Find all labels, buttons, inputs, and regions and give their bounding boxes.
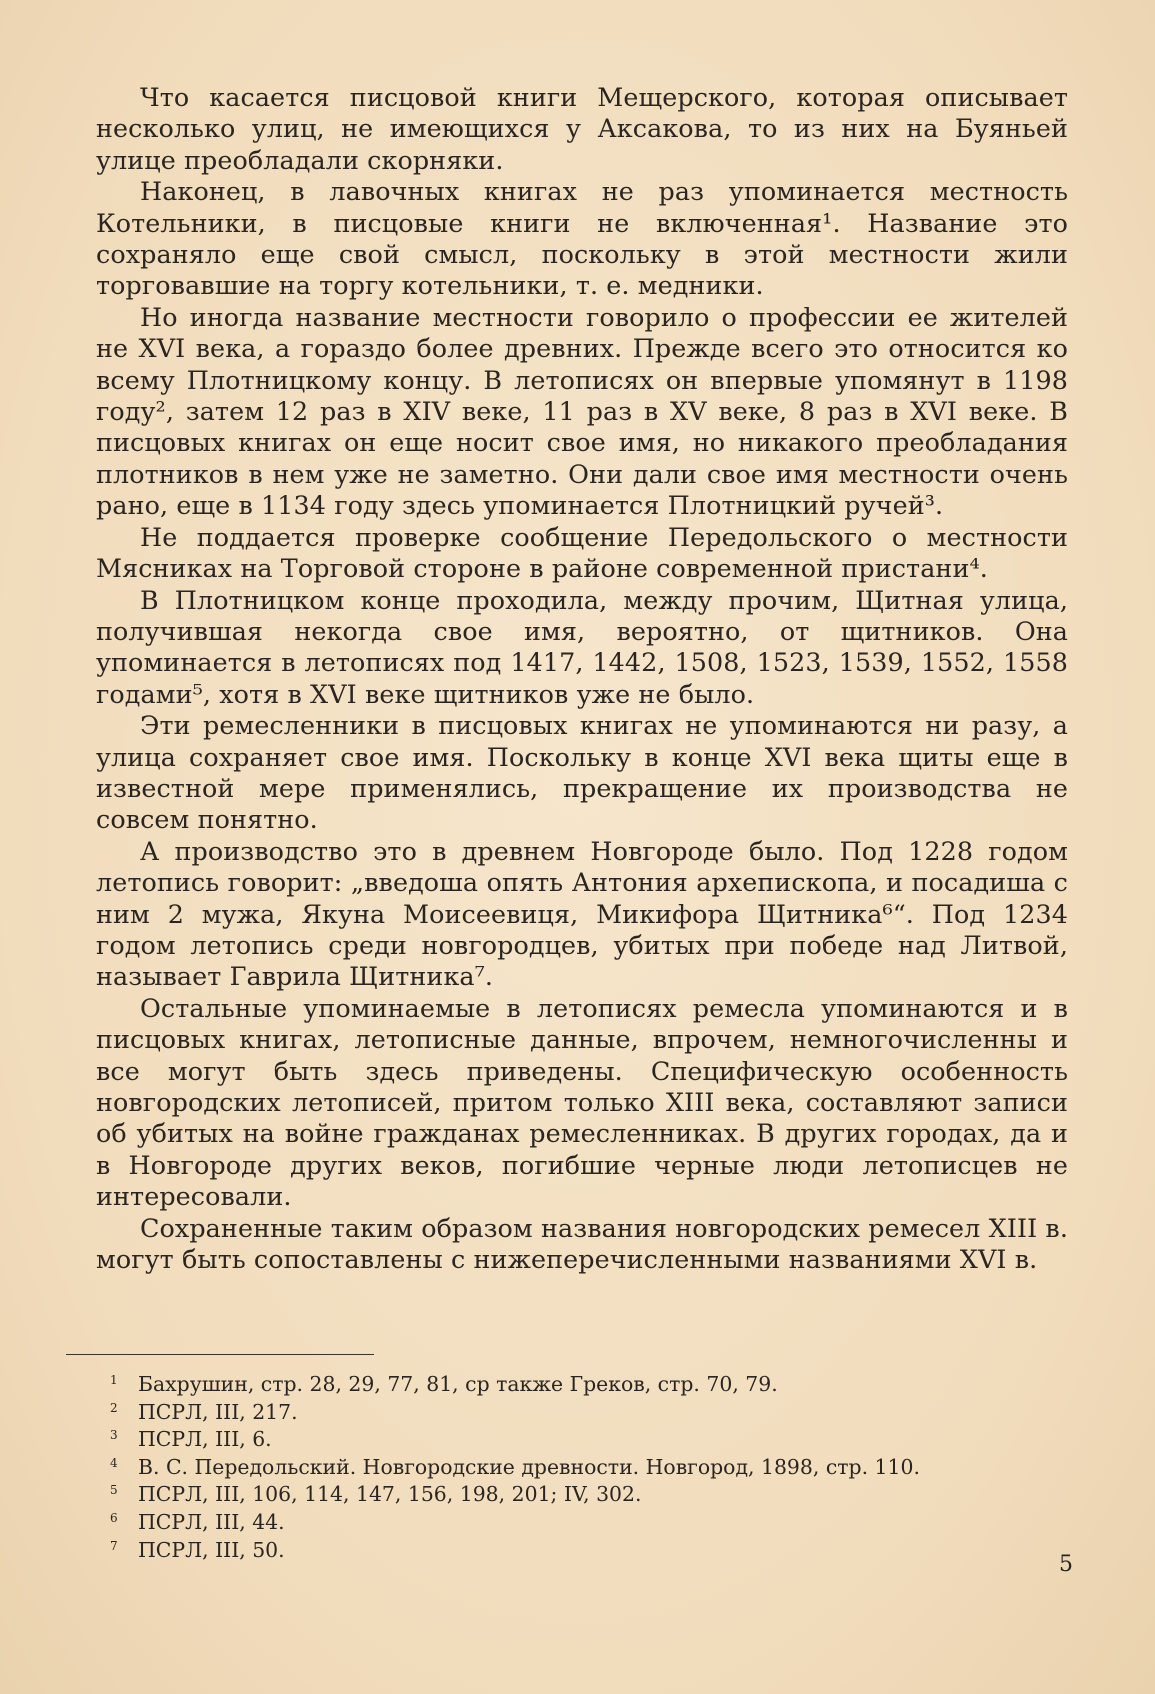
paragraph: Но иногда название местности говорило о профессии ее жителей не XVI века, а гораздо более древних. Прежде всего это относится ко всему Плотницкому концу. В летописях он впервые упомянут в 1198 году², затем 12 раз в XIV веке, 11 раз в XV веке, 8 раз в XVI веке. В писцовых книгах он еще носит свое имя, но никакого преобладания плотников в нем уже не заметно. Они дали свое имя местности очень рано, еще в 1134 году здесь упоминается Плотницкий ручей³. bbox=[96, 301, 1068, 521]
footnote-text: ПСРЛ, III, 217. bbox=[138, 1399, 298, 1424]
paragraph: А производство это в древнем Новгороде было. Под 1228 годом летопись говорит: „введоша опять Антония архепископа, и посадиша с ним 2 мужа, Якуна Моисеевиця, Микифора Щитника⁶“. Под 1234 годом летопись среди новгородцев, убитых при победе над Литвой, называет Гаврила Щитника⁷. bbox=[96, 835, 1068, 992]
paragraph: Не поддается проверке сообщение Передольского о местности Мясниках на Торговой стороне в районе современной пристани⁴. bbox=[96, 521, 1068, 584]
footnote-text: В. С. Передольский. Новгородские древности. Новгород, 1898, стр. 110. bbox=[138, 1454, 920, 1479]
footnote bbox=[110, 1372, 1050, 1400]
paragraph: Остальные упоминаемые в летописях ремесла упоминаются и в писцовых книгах, летописные данные, впрочем, немногочисленны и все могут быть здесь приведены. Специфическую особенность новгородских летописей, притом только XIII века, составляют записи об убитых на войне гражданах ремесленниках. В других городах, да и в Новгороде других веков, погибшие черные люди летописцев не интересовали. bbox=[96, 992, 1068, 1212]
footnote-number: 3 bbox=[110, 1428, 118, 1443]
paragraph: Что касается писцовой книги Мещерского, которая описывает несколько улиц, не имеющихся у Аксакова, то из них на Буяньей улице преобладали скорняки. bbox=[96, 82, 1068, 175]
footnote-text: ПСРЛ, III, 50. bbox=[138, 1537, 285, 1562]
paragraph: Наконец, в лавочных книгах не раз упоминается местность Котельники, в писцовые книги не включенная¹. Название это сохраняло еще свой смысл, поскольку в этой местности жили торговавшие на торгу котельники, т. е. медники. bbox=[96, 176, 1068, 301]
main-text bbox=[96, 82, 1068, 1275]
paragraph: В Плотницком конце проходила, между прочим, Щитная улица, получившая некогда свое имя, вероятно, от щитников. Она упоминается в летописях под 1417, 1442, 1508, 1523, 1539, 1552, 1558 годами⁵, хотя в XVI веке щитников уже не было. bbox=[96, 584, 1068, 709]
footnote-text: Бахрушин, стр. 28, 29, 77, 81, ср также Греков, стр. 70, 79. bbox=[138, 1372, 778, 1396]
footnote bbox=[110, 1400, 1050, 1428]
footnote-text: ПСРЛ, III, 6. bbox=[138, 1427, 272, 1452]
paragraph: Сохраненные таким образом названия новгородских ремесел XIII в. могут быть сопоставлены с нижеперечисленными названиями XVI в. bbox=[96, 1212, 1068, 1275]
footnote bbox=[110, 1510, 1050, 1538]
footnote bbox=[110, 1482, 1050, 1510]
footnote-number: 2 bbox=[110, 1400, 118, 1415]
paragraph: Эти ремесленники в писцовых книгах не упоминаются ни разу, а улица сохраняет свое имя. Поскольку в конце XVI века щиты еще в известной мере применялись, прекращение их производства не совсем понятно. bbox=[96, 710, 1068, 835]
footnote-text: ПСРЛ, III, 44. bbox=[138, 1509, 285, 1534]
footnotes bbox=[110, 1372, 1050, 1565]
page-number: 5 bbox=[1059, 1552, 1073, 1577]
footnote-number: 5 bbox=[110, 1483, 118, 1498]
footnote-number: 1 bbox=[110, 1373, 118, 1387]
footnote-divider bbox=[66, 1354, 374, 1355]
footnote bbox=[110, 1455, 1050, 1483]
footnote-number: 7 bbox=[110, 1538, 118, 1553]
footnote-text: ПСРЛ, III, 106, 114, 147, 156, 198, 201; IV, 302. bbox=[138, 1482, 642, 1507]
footnote-number: 4 bbox=[110, 1455, 118, 1470]
footnote bbox=[110, 1427, 1050, 1455]
footnote bbox=[110, 1538, 1050, 1566]
footnote-number: 6 bbox=[110, 1510, 118, 1525]
